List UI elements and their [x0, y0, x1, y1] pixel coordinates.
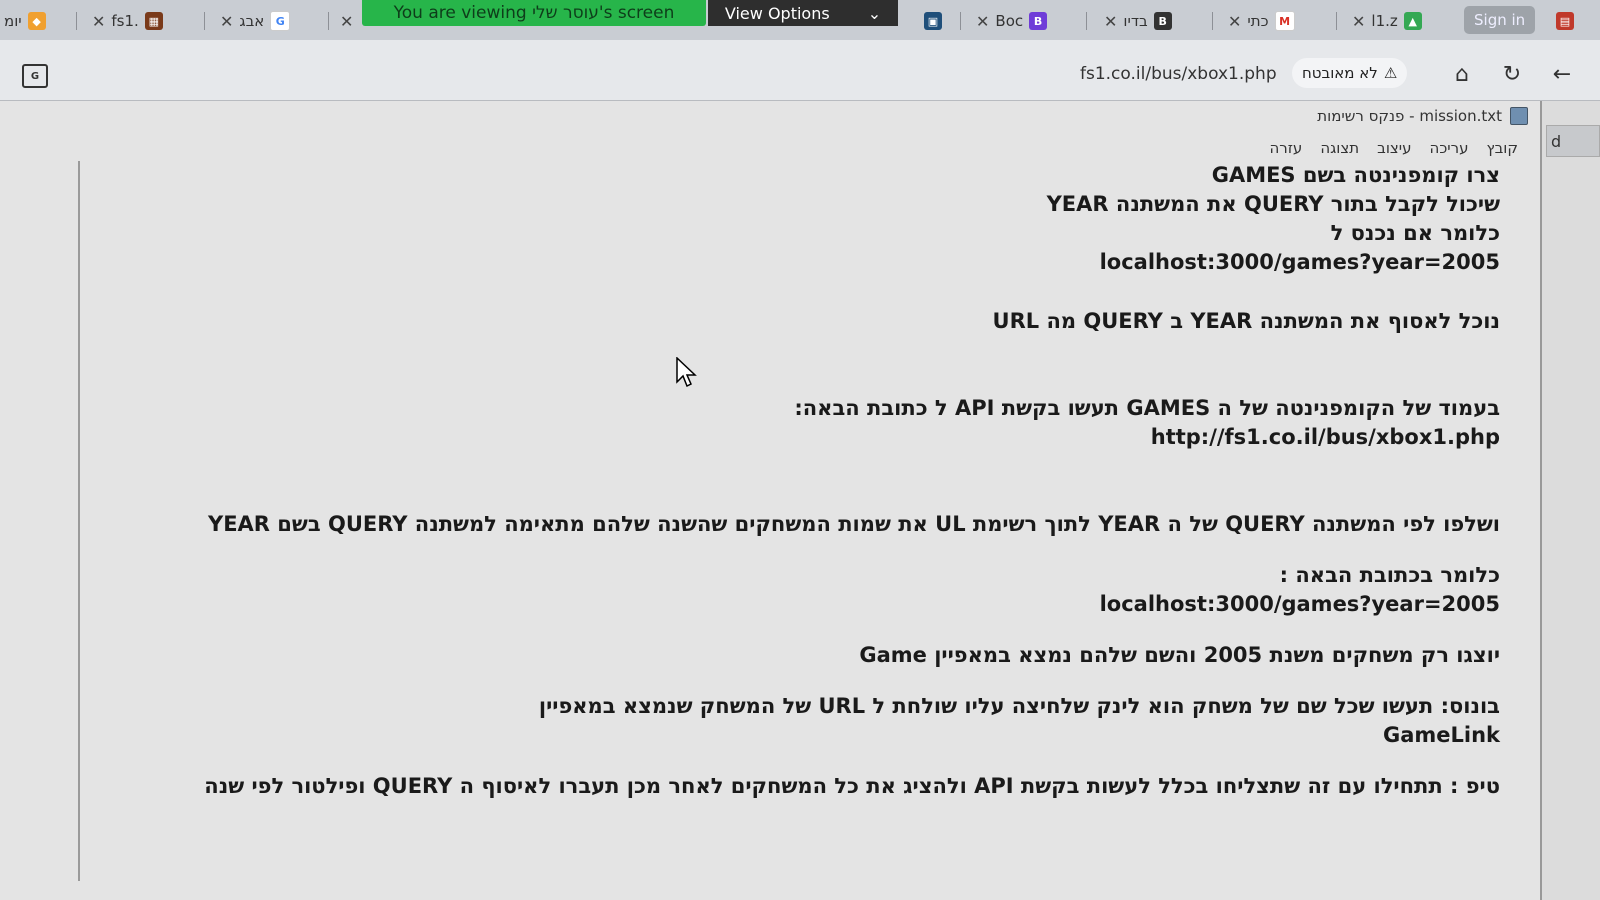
text-line: כלומר אם נכנס ל	[1330, 221, 1500, 245]
tab-label: Boc	[995, 12, 1024, 30]
fs1-icon: ▦	[145, 12, 163, 30]
menu-file[interactable]: קובץ	[1486, 139, 1518, 157]
b-icon: B	[1029, 12, 1047, 30]
sign-in-button[interactable]: Sign in	[1464, 6, 1535, 34]
bootstrap-icon: B	[1154, 12, 1172, 30]
notepad-title	[1317, 107, 1528, 125]
tab-label: יומ	[4, 12, 22, 30]
tab-separator	[1086, 12, 1087, 30]
text-line: נוכל לאסוף את המשתנה YEAR ב QUERY מה URL	[992, 309, 1500, 333]
tab-label: בדיו	[1123, 12, 1148, 30]
notepad-icon	[1510, 107, 1528, 125]
text-line: localhost:3000/games?year=2005	[1099, 250, 1500, 274]
close-icon[interactable]: ✕	[92, 11, 106, 31]
text-line: טיפ : תתחילו עם זה שתצליחו בכלל לעשות בקשת API ולהציג את כל המשחקים לאחר מכן תעברו לאיסוף ה QUERY ופילטור לפי שנה	[204, 774, 1500, 798]
text-line: צרו קומפנינטה בשם GAMES	[1211, 163, 1500, 187]
tab-9[interactable]	[1352, 6, 1422, 36]
close-icon[interactable]: ✕	[1228, 11, 1242, 31]
app-icon: ▣	[924, 12, 942, 30]
translate-icon[interactable]: G	[22, 64, 48, 88]
tab-separator	[960, 12, 961, 30]
text-line: בונוס: תעשו שכל שם של משחק הוא לינק שלחיצה עליו שולחת ל URL של המשחק שנמצא במאפיין	[538, 694, 1500, 718]
tab-5[interactable]	[924, 6, 942, 36]
view-options-label: View Options	[724, 3, 830, 23]
text-line: בעמוד של הקומפנינטה של ה GAMES תעשו בקשת API ל כתובת הבאה:	[794, 396, 1500, 420]
menu-help[interactable]: עזרה	[1269, 139, 1303, 157]
tab-10[interactable]	[1556, 6, 1574, 36]
tab-icon: ◆	[28, 12, 46, 30]
back-icon[interactable]: ←	[1552, 61, 1572, 87]
tab-2[interactable]	[92, 6, 163, 36]
text-line: יוצגו רק משחקים משנת 2005 והשם שלהם נמצא במאפיין Game	[859, 643, 1500, 667]
menu-format[interactable]: עיצוב	[1377, 139, 1412, 157]
close-icon[interactable]: ✕	[1104, 11, 1118, 31]
tab-7[interactable]	[1104, 6, 1172, 36]
text-line: שיכול לקבל בתור QUERY את המשתנה YEAR	[1046, 192, 1500, 216]
close-icon[interactable]: ✕	[220, 11, 234, 31]
warning-icon: ⚠	[1383, 64, 1398, 82]
tab-3[interactable]	[220, 6, 290, 36]
browser-toolbar	[0, 40, 1600, 101]
tab-separator	[328, 12, 329, 30]
tab-label: כתי	[1247, 12, 1269, 30]
text-line: ושלפו לפי המשתנה QUERY של ה YEAR לתוך רשימת UL את שמות המשחקים שהשנה שלהם מתאימה למשתנה QUERY בשם YEAR	[208, 512, 1500, 536]
close-icon[interactable]: ✕	[1352, 11, 1366, 31]
drive-icon: ▲	[1404, 12, 1422, 30]
notepad-text-area[interactable]	[78, 161, 1500, 881]
screen-share-banner: You are viewing עוסר שלי's screen	[362, 0, 706, 26]
google-icon: G	[270, 11, 290, 31]
menu-view[interactable]: תצוגה	[1320, 139, 1360, 157]
tab-label: l1.z	[1371, 12, 1398, 30]
tab-8[interactable]	[1228, 6, 1295, 36]
text-line: כלומר בכתובת הבאה :	[1279, 563, 1500, 587]
address-bar-url[interactable]: fs1.co.il/bus/xbox1.php	[1080, 64, 1277, 84]
security-indicator[interactable]	[1292, 58, 1407, 88]
app-icon: ▤	[1556, 12, 1574, 30]
chevron-down-icon: ⌄	[867, 3, 882, 23]
tab-6[interactable]	[976, 6, 1047, 36]
tab-1[interactable]	[4, 6, 46, 36]
close-icon[interactable]: ✕	[340, 11, 354, 31]
notepad-title-text: mission.txt - פנקס רשימות	[1317, 107, 1502, 125]
tab-4-close[interactable]	[340, 6, 353, 36]
notepad-window	[0, 101, 1542, 900]
reload-icon[interactable]: ↻	[1502, 61, 1522, 87]
close-icon[interactable]: ✕	[976, 11, 990, 31]
tab-label: אבג	[239, 12, 265, 30]
text-line: http://fs1.co.il/bus/xbox1.php	[1150, 425, 1500, 449]
gmail-icon: M	[1275, 11, 1295, 31]
home-icon[interactable]: ⌂	[1455, 61, 1469, 87]
tab-label: fs1.	[111, 12, 139, 30]
notepad-menu-bar	[1269, 139, 1518, 157]
tab-separator	[76, 12, 77, 30]
tab-separator	[1212, 12, 1213, 30]
mouse-cursor-icon	[676, 357, 698, 389]
side-panel-tab[interactable]: d	[1546, 125, 1600, 157]
tab-separator	[204, 12, 205, 30]
text-line: localhost:3000/games?year=2005	[1099, 592, 1500, 616]
tab-separator	[1336, 12, 1337, 30]
browser-tab-strip	[0, 0, 1600, 40]
security-label: לא מאובטח	[1302, 64, 1378, 82]
page-viewport	[0, 101, 1600, 900]
menu-edit[interactable]: עריכה	[1429, 139, 1469, 157]
text-line: GameLink	[1382, 723, 1500, 747]
view-options-button[interactable]	[708, 0, 898, 26]
